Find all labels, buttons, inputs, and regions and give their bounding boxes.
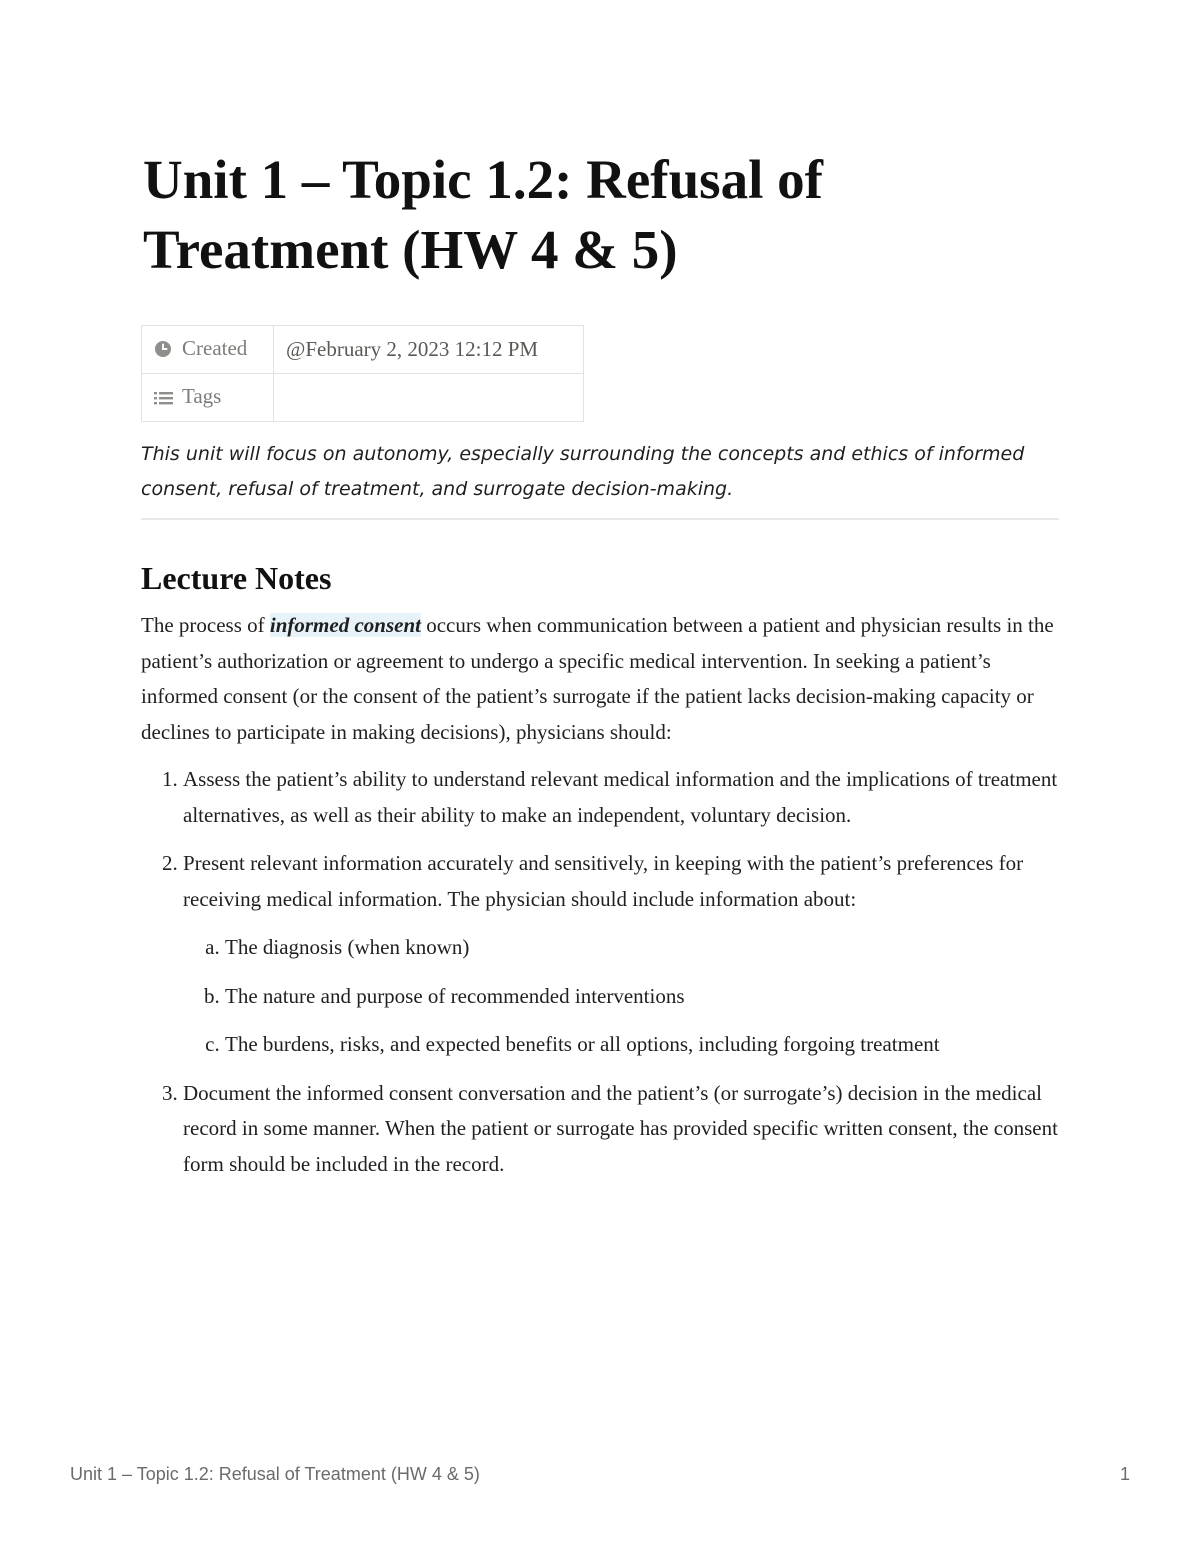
highlighted-term: informed consent [269,613,421,637]
property-row-tags [142,374,584,422]
lecture-notes-body [141,608,1059,1195]
list-item [183,762,1059,833]
sub-list-item [225,979,1059,1015]
property-value-created[interactable]: @February 2, 2023 12:12 PM [274,326,584,374]
intro-text-end: occurs when communication between a patient and physician results in the patient’s authorization or agreement to undergo a specific medical intervention. In seeking a patient’s informed consent (or the consent of the patient’s surrogate if the patient lacks decision-making capacity or declines to participate in making decisions), physicians should: [141,613,1054,744]
divider [141,518,1059,520]
unit-summary: This unit will focus on autonomy, especially surrounding the concepts and ethics of informed consent, refusal of treatment, and surrogate decision-making. [141,443,1025,500]
sub-list-item-text: The burdens, risks, and expected benefits or all options, including forgoing treatment [225,1032,940,1056]
page-title: Unit 1 – Topic 1.2: Refusal of Treatment (HW 4 & 5) [143,149,823,280]
properties-table [141,325,584,422]
property-row-created [142,326,584,374]
intro-paragraph [141,608,1059,750]
footer-page-number: 1 [1119,1464,1130,1484]
sub-list-item [225,1027,1059,1063]
property-key-tags [142,374,274,422]
lettered-list [183,930,1059,1063]
section-heading: Lecture Notes [141,560,332,596]
property-key-created [142,326,274,374]
list-item-text: Present relevant information accurately and sensitively, in keeping with the patient’s preferences for receiving medical information. The physician should include information about: [183,851,1024,911]
list-item [183,846,1059,1063]
sub-list-item-text: The nature and purpose of recommended interventions [225,983,685,1008]
list-item [183,1076,1059,1183]
sub-list-item [225,930,1059,966]
list-item-text: Document the informed consent conversation and the patient’s (or surrogate’s) decision in the medical record in some manner. When the patient or surrogate has provided specific written consent, the consent form should be included in the record. [183,1080,1058,1176]
property-label-tags: Tags [182,383,222,408]
property-label-created: Created [182,335,248,360]
footer-title: Unit 1 – Topic 1.2: Refusal of Treatment (HW 4 & 5) [70,1464,480,1484]
sub-list-item-text: The diagnosis (when known) [225,935,470,959]
clock-icon [154,339,174,364]
intro-text-start: The process of [141,613,270,637]
list-item-text: Assess the patient’s ability to understand relevant medical information and the implications of treatment alternatives, as well as their ability to make an independent, voluntary decision. [183,767,1058,827]
list-icon [154,387,174,412]
property-value-tags[interactable] [274,374,584,422]
numbered-list [141,762,1059,1182]
